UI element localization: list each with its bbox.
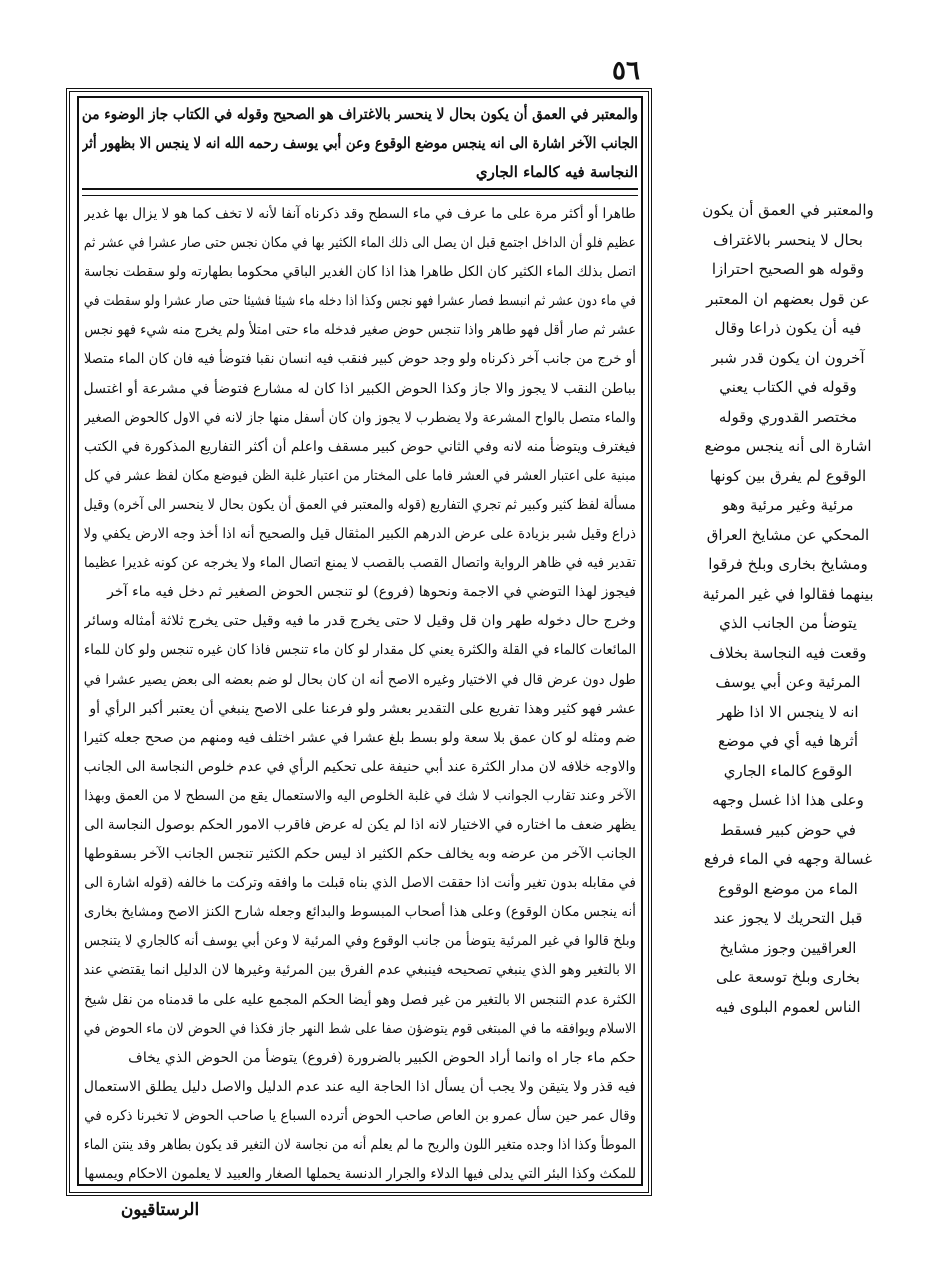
sharh-line: عشر ثم صار أقل فهو طاهر واذا تنجس حوض صغير فدخله ماء حتى امتلأ ولم يخرج منه شيء فهو نجس (84, 322, 636, 339)
margin-line: المحكي عن مشايخ العراق (706, 525, 870, 544)
sharh-line: المائعات كالماء في القلة والكثرة يعني كل مقدار لو كان ماء تنجس فاذا كان غيره تنجس ولو كان للماء (84, 642, 636, 659)
sharh-text-block (84, 200, 636, 1182)
sharh-line: تقدير فيه في ظاهر الرواية واتصال القصب بالقصب لا يمنع اتصال الماء ولا يخرجه عن كونه غديرا عظيما (84, 555, 636, 572)
sharh-line: أو خرج من جانب آخر ذكرناه ولو وجد حوض كبير فنقب فيه انسان نقبا فتوضأ فيه فان كان الماء متصلا (84, 351, 636, 368)
matn-line: والمعتبر في العمق أن يكون بحال لا ينحسر بالاغتراف هو الصحيح وقوله في الكتاب جاز الوضوء من (82, 105, 638, 123)
sharh-line: وبلخ قالوا في غير المرئية يتوضأ من جانب الوقوع وفي المرئية لا وعن أبي يوسف أنه كالجاري لا يتنجس (84, 933, 636, 950)
margin-line: آخرون ان يكون قدر شبر (711, 348, 865, 367)
margin-line: المرئية وعن أبي يوسف (715, 673, 861, 691)
sharh-line: مبنية على اعتبار العشر في العشر فاما على المختار من اعتبار غلبة الظن فيوضع مكان لفظ عشر في كل (84, 467, 636, 484)
sharh-line: عظيم فلو أن الداخل اجتمع قبل ان يصل الى ذلك الماء الكثير بها في مكان نجس حتى صار عشرا في عشر ثم (84, 235, 636, 252)
margin-line: الوقوع كالماء الجاري (723, 761, 853, 780)
sharh-line: فيه قذر ولا يتيقن ولا يجب أن يسأل اذا الحاجة اليه عند عدم الدليل والاصل دليل يطلق الاستعمال (84, 1078, 636, 1095)
sharh-line: الا بالتغير وهو الذي ينبغي تصحيحه فينبغي عدم الفرق بين المرئية وغيرها لان الدليل انما يقتضي عند (84, 962, 636, 979)
sharh-line: فيغترف ويتوضأ منه لانه وفي الثاني حوض كبير مسقف واعلم أن أكثر التفاريع المذكورة في الكتب (84, 438, 636, 455)
margin-line: وقوله هو الصحيح احترازا (711, 260, 865, 278)
sharh-line: ذراع وقيل شبر بزيادة على عرض الدرهم الكبير المثقال قيل والصحيح أنه اذا أخذ وجه الارض يكفي ولا (84, 526, 636, 543)
margin-line: بحال لا ينحسر بالاغتراف (713, 230, 863, 249)
margin-line: يتوضأ من الجانب الذي (719, 614, 857, 632)
sharh-line: للمكث وكذا البئر التي يدلى فيها الدلاء والجرار الدنسة يحملها الصغار والعبيد لا يعلمون الاحكام ويمسها (84, 1166, 636, 1182)
margin-line: وقعت فيه النجاسة بخلاف (709, 643, 867, 662)
sharh-line: بباطن النقب لا يجوز والا جاز وكذا الحوض الكبير اذا كان له مشارع فتوضأ في مشرعة أو اغتسل (84, 380, 636, 397)
sharh-line: يظهر ضعف ما اختاره في الاختيار لانه اذا لم يكن له عرض فاقرب الامور الحكم بوصول النجاسة الى (84, 816, 636, 833)
matn-sharh-divider (82, 188, 638, 196)
sharh-line: في ماء دون عشر ثم انبسط فصار عشرا فهو نجس وكذا اذا دخله ماء شيئا فشيئا حتى صار عشرا ولو سقطت في (84, 293, 636, 310)
margin-line: والمعتبر في العمق أن يكون (702, 201, 874, 219)
sharh-line: طاهرا أو أكثر مرة على ما عرف في ماء السطح وقد ذكرناه آنفا لأنه لا تخف كما هو لا يزال بها غدير (84, 206, 636, 222)
margin-line: وعلى هذا اذا غسل وجهه (712, 791, 864, 809)
sharh-line: فيجوز لهذا التوضي في الاجمة ونحوها (فروع) لو تنجس الحوض الصغير ثم دخل فيه ماء آخر (107, 584, 636, 601)
sharh-line: الجانب الآخر من عرضه وبه يخالف حكم الكثير اذ ليس حكم الكثير تنجس الجانب الآخر بسقوطها (84, 846, 636, 863)
page-number: ٥٦ (612, 56, 640, 86)
sharh-line: في مقابله بدون تغير وأنت اذا حققت الاصل الذي بناه قبلت ما وافقه وتركت ما خالفه (قوله اشارة الى (84, 875, 636, 892)
margin-commentary (664, 196, 912, 1096)
matn-line: الجانب الآخر اشارة الى انه ينجس موضع الوقوع وعن أبي يوسف رحمه الله انه لا ينجس الا بظهور أثر (82, 134, 638, 152)
sharh-line: والماء متصل بالواح المشرعة ولا يضطرب لا يجوز وان كان أسفل منها جاز لانه في الاول كالحوض الصغير (84, 409, 636, 426)
sharh-line: ضم ومثله لو كان عمق بلا سعة ولو بسط بلغ عشرا في عشر اختلف فيه ومنهم من صحح جعله كثيرا (84, 729, 636, 746)
margin-line: الماء من موضع الوقوع (718, 879, 858, 898)
catchword: الرستاقيون (120, 1200, 200, 1220)
sharh-line: طول دون عرض قال في الاختيار وغيره الاصح أنه ان كان بحال لو ضم بعضه الى بعض يصير عشرا في (84, 671, 636, 688)
sharh-line: الكثرة عدم التنجس الا بالتغير من غير فصل وهو أيضا الحكم المجمع عليه على ما قدمناه من نقل شيخ (84, 991, 636, 1008)
sharh-line: اتصل بذلك الماء الكثير كان الكل طاهرا هذا اذا كان الغدير الباقي محكوما بطهارته ولو سقطت نجاسة (84, 264, 636, 281)
margin-line: مرئية وغير مرئية وهو (722, 496, 854, 514)
sharh-line: الاسلام ويوافقه ما في المبتغى قوم يتوضؤن صفا على شط النهر جاز فكذا في الحوض لان ماء الحوض في (84, 1020, 636, 1037)
margin-line: مختصر القدوري وقوله (718, 407, 858, 426)
sharh-line: الآخر وعند تقارب الجوانب لا شك في غلبة الخلوص اليه والاستعمال يقع من السطح لا من العمق وبهذا (84, 787, 636, 804)
sharh-line: أنه ينجس مكان الوقوع) وعلى هذا أصحاب المبسوط والبدائع وجعله شارح الكنز الاصح ومشايخ بخارى (84, 904, 636, 921)
sharh-line: وخرج حال دخوله طهر وان قل وقيل لا حتى يخرج قدر ما فيه وقيل حتى يخرج ثلاثة أمثاله وسائر (84, 613, 636, 630)
margin-line: عن قول بعضهم ان المعتبر (706, 289, 870, 308)
margin-line: الناس لعموم البلوى فيه (715, 997, 861, 1016)
margin-line: اشارة الى أنه ينجس موضع (704, 437, 872, 455)
margin-line: فيه أن يكون ذراعا وقال (714, 319, 862, 337)
sharh-line: وقال عمر حين سأل عمرو بن العاص صاحب الحوض أترده السباع يا صاحب الحوض لا تخبرنا ذكره في (84, 1107, 636, 1124)
margin-line: بينهما فقالوا في غير المرئية (702, 584, 874, 603)
sharh-line: حكم ماء جار اه وانما أراد الحوض الكبير بالضرورة (فروع) يتوضأ من الحوض الذي يخاف (128, 1049, 636, 1066)
margin-line: غسالة وجهه في الماء فرفع (703, 850, 873, 868)
margin-line: وقوله في الكتاب يعني (719, 378, 857, 396)
margin-line: أثرها فيه أي في موضع (718, 732, 858, 750)
margin-line: قبل التحريك لا يجوز عند (713, 909, 863, 927)
margin-line: الوقوع لم يفرق بين كونها (709, 466, 867, 485)
sharh-line: مسألة لفظ كثير وكبير ثم تجري التفاريع (قوله والمعتبر في العمق أن يكون بحال لا ينحسر الى آخره) وقيل (84, 496, 636, 513)
margin-line: العراقيين وجوز مشايخ (719, 938, 857, 957)
sharh-line: عشر فهو كثير وهذا تفريع على التقدير بعشر ولو فرعنا على الاصح ينبغي أن يعتبر أكبر الرأي أو (89, 700, 636, 717)
margin-line: انه لا ينجس الا اذا ظهر (717, 702, 859, 721)
margin-line: بخارى وبلخ توسعة على (716, 968, 860, 986)
sharh-line: والاوجه خلافه لان مدار الكثرة عند أبي حنيفة على تحكيم الرأي في عدم خلوص النجاسة الى الجانب (84, 758, 636, 775)
matn-text-block (82, 100, 638, 186)
margin-line: في حوض كبير فسقط (720, 820, 856, 839)
matn-line: النجاسة فيه كالماء الجاري (475, 163, 638, 181)
margin-line: ومشايخ بخارى وبلخ فرقوا (708, 555, 868, 573)
sharh-line: الموطأ وكذا اذا وجده متغير اللون والريح ما لم يعلم أنه من نجاسة لان التغير قد يكون بطاهر وقد ينتن الماء (84, 1137, 636, 1153)
